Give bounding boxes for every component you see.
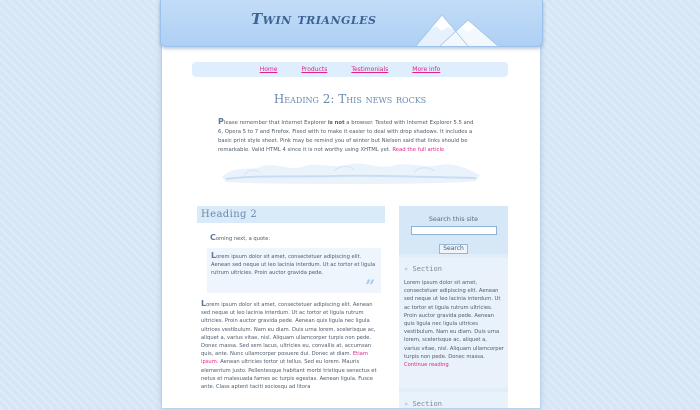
intro-text-2: a browser. Tested with Internet Explorer 5.5 and 6, Opera 5 to 7 and Firefox. Fixed with to make it easier to deal with drop shadows. It includes a basic print style sheet. Pink may be remind you of winter but Nielsen said that links should be remarkable. Valid HTML 4 since it is not worthy using XHTML yet. [218,120,474,153]
intro-paragraph [218,117,480,155]
snowflake-bullet-icon: ✶ [404,265,409,273]
intro-text-1: lease remember that Internet Explorer [223,120,328,126]
intro-bold-text: is not [327,120,345,126]
sidebar [399,206,508,408]
nav-home-link[interactable]: Home [259,66,278,73]
search-button[interactable]: Search [439,244,468,254]
sidebar-section-heading [399,392,508,410]
quote-body: orem ipsum dolor sit amet, consectetuer adipiscing elit. Aenean sed neque ut leo lacinia interdum. Ut ac tortor et ligula rutrum ultricies. Proin auctor gravida pede. [211,254,376,277]
main-nav [192,62,508,77]
main-paragraph [201,300,383,391]
intro-drop-cap: P [218,117,224,126]
continue-reading-link[interactable]: Continue reading [404,362,449,369]
site-header [160,0,543,47]
para-drop-cap: L [201,299,207,308]
search-box [399,206,508,254]
nav-testimonials-link[interactable]: Testimonials [351,66,389,73]
sidebar-section-heading [399,258,508,275]
quote-drop-cap: L [211,251,217,260]
coming-text: oming next, a quote: [215,236,271,242]
sidebar-section [399,258,508,388]
quote-intro [210,234,380,243]
search-title: Search this site [428,215,479,223]
nav-products-link[interactable]: Products [301,66,328,73]
sidebar-section-title: Section [412,265,442,273]
main-heading: Heading 2 [197,206,385,223]
etiam-ipsum-link[interactable]: Etiam ipsum [201,351,368,366]
news-heading: Heading 2: This news rocks [273,92,427,106]
blockquote [207,248,381,297]
twin-triangles-logo-icon [416,12,508,46]
sidebar-section-text [399,275,508,369]
sidebar-section-body: Lorem ipsum dolor sit amet, consectetuer adipiscing elit. Aenean sed neque ut leo lacinia interdum. Ut ac tortor et ligula rutrum ultricies. Proin auctor gravida pede. Aenean quis ligula nec ligula ultrices vestibulum. Nam eu diam. Duis urna lorem, scelerisque ac, aliquet a, varius vitae, nisl. Aliquam ullamcorper turpis non pede. Donec massa. [404,280,504,360]
coming-drop-cap: C [210,233,216,242]
quote-text [207,248,381,278]
sidebar-section [399,392,508,408]
main-column [197,206,385,391]
nav-more-info-link[interactable]: More info [412,66,441,73]
cloud-divider-icon [214,155,486,185]
para-text-1: orem ipsum dolor sit amet, consectetuer adipiscing elit. Aenean sed neque ut leo lacinia interdum. Ut ac tortor et ligula rutrum ultricies. Proin auctor gravida pede. Aenean quis ligula nec ligula ultrices vestibulum. Nam eu diam. Duis urna lorem, scelerisque ac, aliquet a, varius vitae, nisl. Aliquam ullamcorper turpis non pede. Donec massa. Sed sem lacus, ultricies eu, convallis at, accumsan quis, ante. Nunc ullamcorper posuere dui. Donec at diam. [201,302,376,358]
snowflake-bullet-icon: ✶ [404,400,409,408]
site-title: Twin triangles [251,10,377,28]
quote-mark-icon: ” [365,277,375,297]
read-full-article-link[interactable]: Read the full article [392,147,445,153]
search-input[interactable] [411,226,497,235]
para-text-2: . Aenean ultricies tortor ut tellus. Sed eu lorem. Mauris elementum justo. Pellentesque habitant morbi tristique senectus et netus et malesuada fames ac turpis egestas. Aenean ligula. Fusce ante. Class aptent taciti sociosqu ad litora [201,359,377,391]
sidebar-section-title: Section [412,400,442,408]
